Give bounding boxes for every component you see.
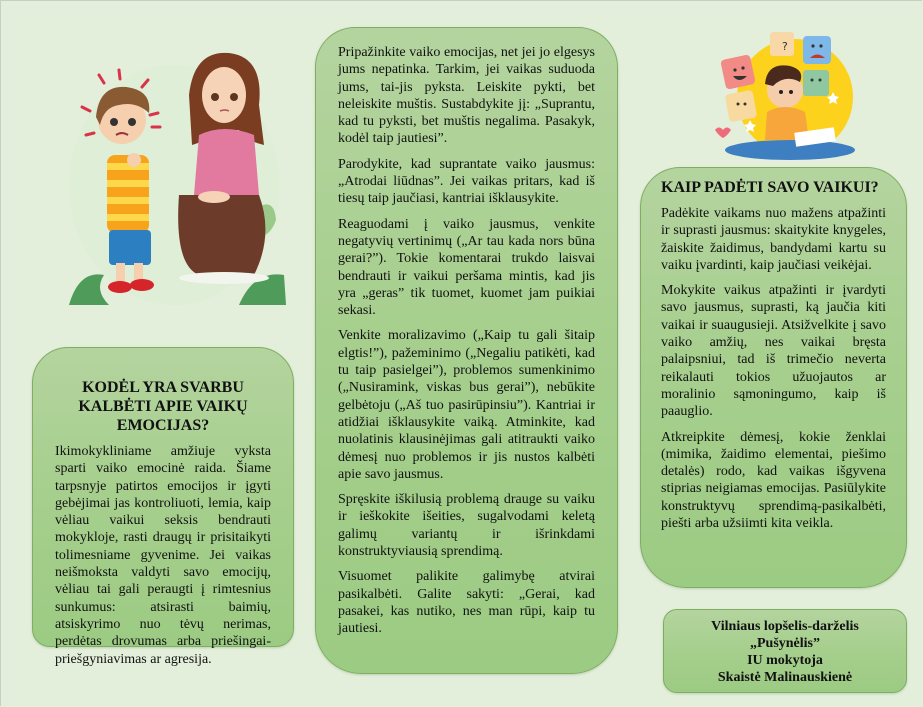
paragraph: Pripažinkite vaiko emocijas, net jei jo elgesys jums nepatinka. Tarkim, jei vaikas suduoda jums, tai-jis pyksta. Leiskite pykti, bet neleiskite muštis. Sustabdykite jį: „Suprantu, kad tu pyksti, bet muštis negalima. Pasakyk, kodėl taip jautiesi”.	[338, 45, 595, 147]
child-thinking-emotions-icon	[705, 22, 880, 162]
svg-text:?: ?	[782, 40, 788, 53]
author-role: IU mokytoja	[747, 653, 823, 668]
author-footer	[663, 609, 907, 693]
section-heading: KODĖL YRA SVARBU KALBĖTI APIE VAIKŲ EMOCIJAS?	[78, 379, 248, 434]
section-heading: KAIP PADĖTI SAVO VAIKUI?	[661, 179, 879, 196]
paragraph: Spręskite iškilusią problemą drauge su vaiku ir ieškokite išeities, sugalvodami keletą galimų variantų ir išrinkdami konstruktyviausią sprendimą.	[338, 492, 595, 560]
paragraph: Reaguodami į vaiko jausmus, venkite negatyvių vertinimų („Ar tau kada nors būna gerai?”). Tokie komentarai trukdo laisvai bendrauti ir vaikui peršama mintis, kad jis yra „geras” tik tuomet, kuomet jam puikiai sekasi.	[338, 216, 595, 319]
boy-upset-with-mother-icon	[64, 35, 286, 305]
paragraph: Atkreipkite dėmesį, kokie ženklai (mimika, žaidimo elementai, piešimo detalės) rodo, kad vaikas išgyvena stiprias neigiamas emocijas. Pasiūlykite konstruktyvų sprendimą-pasikalbėti, piešti arba užsiimti kita veikla.	[661, 429, 886, 532]
why-talk-about-emotions-panel	[32, 347, 294, 667]
kindergarten-name: „Pušynėlis”	[749, 636, 820, 651]
tips-panel	[315, 27, 618, 674]
paragraph: Mokykite vaikus atpažinti ir įvardyti savo jausmus, suprasti, ką jaučia kiti vaikai ir suaugusieji. Atsižvelkite į savo vaiko amžių, nes vaikai bręsta palaipsniui, tad iš trimečio neverta reikalauti tokios užuojautos ar moralinio sąmoningumo, kaip iš paauglio.	[661, 283, 886, 420]
paragraph: Padėkite vaikams nuo mažens atpažinti ir suprasti jausmus: skaitykite knygeles, žaiskite žaidimus, bandydami kartu su vaiku įvardinti, kaip jaučiasi veikėjai.	[661, 206, 886, 273]
institution-name: Vilniaus lopšelis-darželis	[711, 619, 859, 634]
paragraph: Parodykite, kad suprantate vaiko jausmus: „Atrodai liūdnas”. Jei vaikas pritars, kad iš tiesų taip jaučiasi, kantriai išklausykite.	[338, 156, 595, 207]
author-name: Skaistė Malinauskienė	[717, 670, 853, 685]
how-to-help-panel	[640, 167, 907, 588]
paragraph: Visuomet palikite galimybę atvirai pasikalbėti. Galite sakyti: „Gerai, kad pasakei, kas nutiko, nes man rūpi, kaip tu jautiesi.	[338, 569, 595, 637]
paragraph: Venkite moralizavimo („Kaip tu gali šitaip elgtis!”), pažeminimo („Negaliu patikėti, kad tu taip pasielgei”), problemos sumenkinimo („Nusiramink, viskas bus gerai”), nebūkite gelbėtoju („Aš tuo pasirūpinsiu”). Kantriai ir atidžiai išklausykite vaiką. Atminkite, kad nuolatinis klausinėjimas gali atitraukti vaiko dėmesį nuo problemos ir jis nustos kalbėti apie savo jausmus.	[338, 328, 595, 482]
paragraph: Ikimokykliniame amžiuje vyksta sparti vaiko emocinė raida. Šiame tarpsnyje patirtos emocijos ir įgyti gebėjimai jas kontroliuoti, lemia, kaip vėliau vaikui seksis bendrauti mokykloje, rasti draugų ir prisitaikyti tolimesniame gyvenime. Jei vaikas neišmoksta valdyti savo emocijų, vėliau tai gali peraugti į rimtesnius sunkumus: atsirasti baimių, atsiskyrimo nuo tėvų nerimas, perdėtas drovumas arba priešingai-priešgyniavimas ar agresija.	[55, 444, 271, 667]
